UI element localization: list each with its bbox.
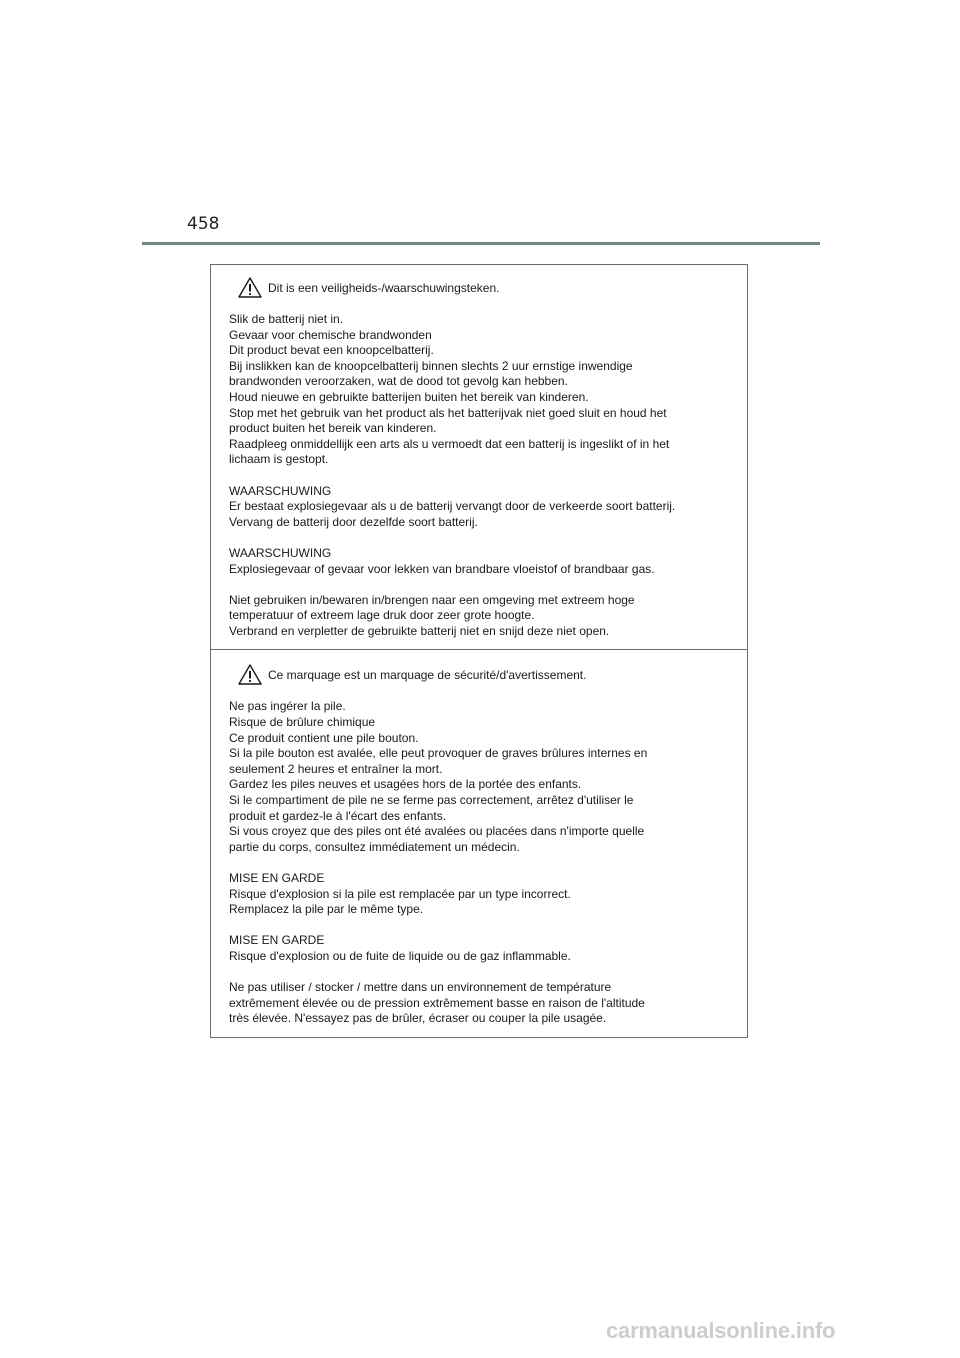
french-paragraph: MISE EN GARDE Risque d'explosion ou de fuite de liquide ou de gaz inflammable. [229,933,571,963]
warning-triangle-icon [238,664,262,685]
dutch-warning-heading: Dit is een veiligheids-/waarschuwingsteken. [268,280,500,295]
page-number: 458 [187,214,220,234]
french-section [211,649,747,1036]
header-rule [142,242,820,245]
dutch-paragraph: Slik de batterij niet in. Gevaar voor chemische brandwonden Dit product bevat een knoopcelbatterij. Bij inslikken kan de knoopcelbatterij binnen slechts 2 uur ernstige inwendige brandwonden veroorzaken, wat de dood tot gevolg kan hebben. Houd nieuwe en gebruikte batterijen buiten het bereik van kinderen. Stop met het gebruik van het product als het batterijvak niet goed sluit en houd het product buiten het bereik van kinderen. Raadpleeg onmiddellijk een arts als u vermoedt dat een batterij is ingeslikt of in het lichaam is gestopt. [229,312,670,467]
dutch-paragraph: Niet gebruiken in/bewaren in/brengen naar een omgeving met extreem hoge temperatuur of extreem lage druk door zeer grote hoogte. Verbrand en verpletter de gebruikte batterij niet en snijd deze niet open. [229,592,635,638]
dutch-section [211,265,747,649]
footer-watermark: carmanualsonline.info [606,1318,836,1343]
french-paragraph: Ne pas utiliser / stocker / mettre dans un environnement de température extrêmement élevée ou de pression extrêmement basse en raison de l'altitude très élevée. N'essayez pas de brûler, écraser ou couper la pile usagée. [229,980,645,1026]
french-paragraph: MISE EN GARDE Risque d'explosion si la pile est remplacée par un type incorrect. Remplacez la pile par le même type. [229,871,571,917]
dutch-warning-heading-row [238,277,731,298]
french-paragraph: Ne pas ingérer la pile. Risque de brûlure chimique Ce produit contient une pile bouton. Si la pile bouton est avalée, elle peut provoquer de graves brûlures internes en seulement 2 heures et entraîner la mort. Gardez les piles neuves et usagées hors de la portée des enfants. Si le compartiment de pile ne se ferme pas correctement, arrêtez d'utiliser le produit et gardez-le à l'écart des enfants. Si vous croyez que des piles ont été avalées ou placées dans n'importe quelle partie du corps, consultez immédiatement un médecin. [229,699,648,854]
french-warning-heading: Ce marquage est un marquage de sécurité/d'avertissement. [268,667,587,682]
french-warning-heading-row [238,664,731,685]
dutch-paragraph: WAARSCHUWING Explosiegevaar of gevaar voor lekken van brandbare vloeistof of brandbaar gas. [229,545,655,576]
battery-warning-box [210,264,748,1038]
warning-triangle-icon [238,277,262,298]
dutch-paragraph: WAARSCHUWING Er bestaat explosiegevaar als u de batterij vervangt door de verkeerde soort batterij. Vervang de batterij door dezelfde soort batterij. [229,483,676,529]
